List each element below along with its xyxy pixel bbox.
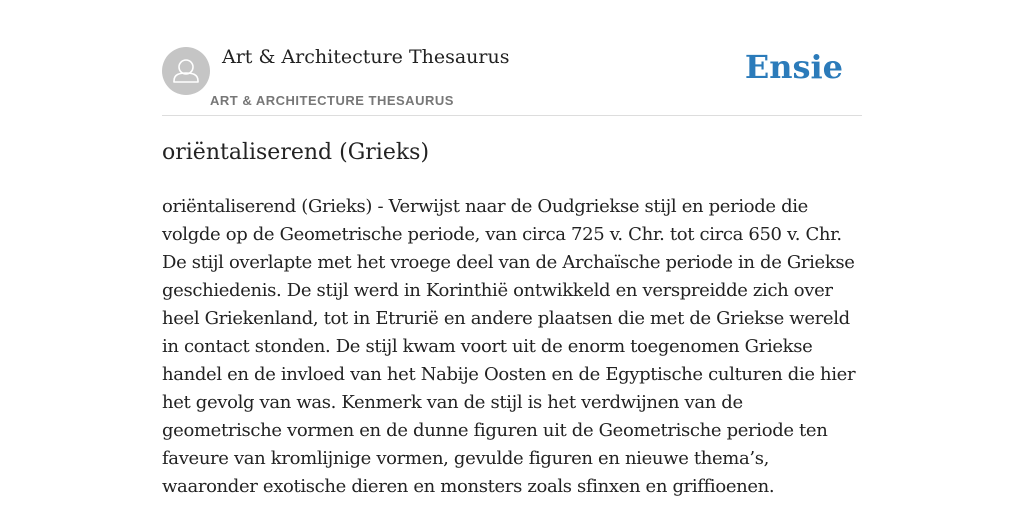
user-icon xyxy=(162,47,210,95)
entry-title: oriëntaliserend (Grieks) xyxy=(162,140,430,165)
ensie-logo[interactable]: Ensie xyxy=(744,48,843,86)
source-title-link[interactable]: Art & Architecture Thesaurus xyxy=(222,46,510,68)
source-subtitle: ART & ARCHITECTURE THESAURUS xyxy=(210,93,454,108)
source-avatar[interactable] xyxy=(162,47,210,95)
entry-definition: oriëntaliserend (Grieks) - Verwijst naar de Oudgriekse stijl en periode die volgde op de Geometrische periode, van circa 725 v. Chr. tot circa 650 v. Chr. De stijl overlapte met het vroege deel van de Archaïsche periode in de Griekse geschiedenis. De stijl werd in Korinthië ontwikkeld en verspreidde zich over heel Griekenland, tot in Etrurië en andere plaatsen die met de Griekse wereld in contact stonden. De stijl kwam voort uit de enorm toegenomen Griekse handel en de invloed van het Nabije Oosten en de Egyptische culturen die hier het gevolg van was. Kenmerk van de stijl is het verdwijnen van de geometrische vormen en de dunne figuren uit de Geometrische periode ten faveure van kromlijnige vormen, gevulde figuren en nieuwe thema’s, waaronder exotische dieren en monsters zoals sfinxen en griffioenen. xyxy=(162,196,856,497)
site-header xyxy=(162,44,862,116)
